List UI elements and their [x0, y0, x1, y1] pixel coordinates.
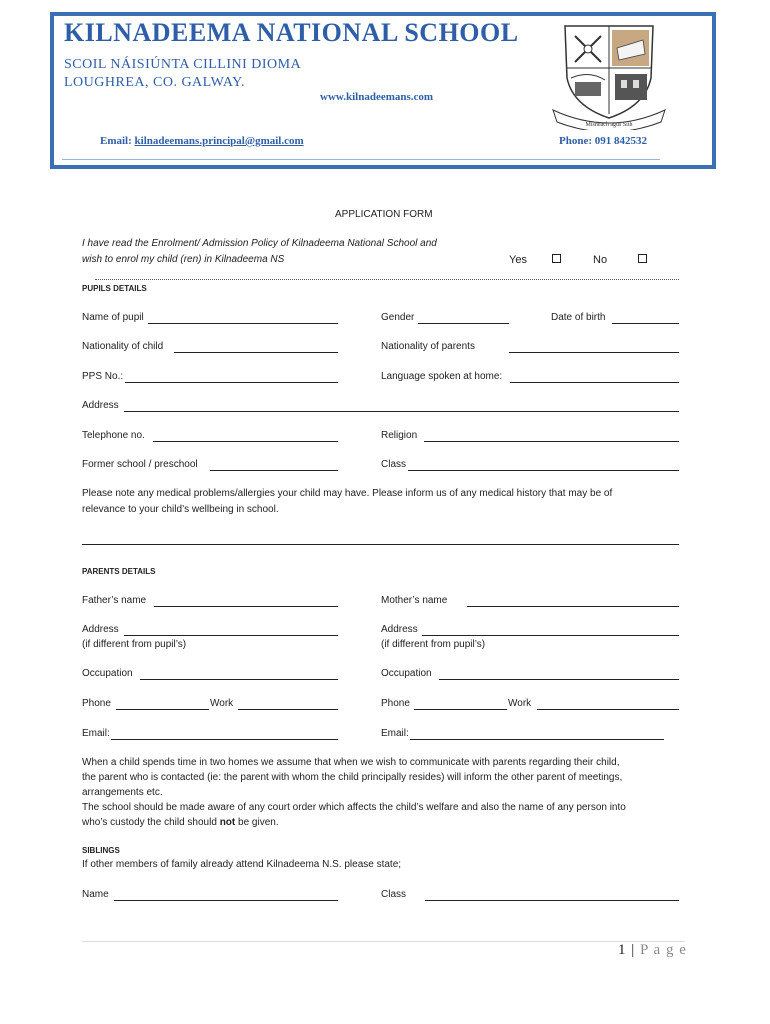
nationality-parents-label: Nationality of parents	[381, 341, 475, 352]
court-order-line-1: The school should be made aware of any court order which affects the child’s welfare and also the name of any person into	[82, 802, 626, 813]
class-label: Class	[381, 459, 407, 470]
nationality-child-label: Nationality of child	[82, 341, 164, 352]
yes-label: Yes	[509, 254, 527, 266]
mother-email-label: Email:	[381, 728, 409, 739]
policy-line-2: wish to enrol my child (ren) in Kilnadeema NS	[82, 254, 285, 265]
court-order-text-a: who’s custody the child should	[82, 817, 220, 828]
parents-heading: PARENTS DETAILS	[82, 567, 156, 576]
pupil-address-field[interactable]	[124, 411, 679, 412]
two-homes-note-line-2: the parent who is contacted (ie: the parent with whom the child principally resides) will inform the other parent of meetings,	[82, 772, 623, 783]
former-school-field[interactable]	[210, 470, 338, 471]
mother-name-label: Mother’s name	[381, 595, 448, 606]
medical-note-line-1: Please note any medical problems/allergies your child may have. Please inform us of any medical history that may be of	[82, 488, 613, 499]
website-link[interactable]: www.kilnadeemans.com	[320, 91, 434, 103]
svg-text:Misneach agus Síth: Misneach agus Síth	[585, 122, 633, 128]
nationality-child-field[interactable]	[174, 352, 338, 353]
father-name-field[interactable]	[154, 606, 338, 607]
father-address-label: Address	[82, 624, 119, 635]
dob-field[interactable]	[612, 323, 679, 324]
page-label: P a g e	[640, 942, 687, 958]
telephone-label: Telephone no.	[82, 430, 145, 441]
yes-checkbox[interactable]	[552, 254, 561, 263]
email-line	[100, 135, 304, 147]
pupil-name-label: Name of pupil	[82, 312, 144, 323]
pps-label: PPS No.:	[82, 371, 124, 382]
father-phone-field[interactable]	[116, 709, 209, 710]
email-label: Email:	[100, 135, 132, 147]
mother-phone-label: Phone	[381, 698, 410, 709]
irish-name: SCOIL NÁISIÚNTA CILLINI DIOMA	[64, 57, 302, 72]
court-order-text-c: be given.	[235, 817, 279, 828]
court-order-line-2	[82, 817, 279, 828]
school-name: KILNADEEMA NATIONAL SCHOOL	[64, 18, 519, 47]
religion-label: Religion	[381, 430, 418, 441]
no-checkbox[interactable]	[638, 254, 647, 263]
school-crest-icon	[545, 18, 673, 130]
two-homes-note-line-1: When a child spends time in two homes we assume that when we wish to communicate with parents regarding their child,	[82, 757, 620, 768]
siblings-heading: SIBLINGS	[82, 846, 120, 855]
gender-field[interactable]	[418, 323, 509, 324]
page-number-value: 1	[618, 942, 627, 958]
two-homes-note-line-3: arrangements etc.	[82, 787, 163, 798]
page-number	[618, 942, 687, 959]
telephone-field[interactable]	[153, 441, 338, 442]
pupil-name-field[interactable]	[148, 323, 338, 324]
former-school-label: Former school / preschool	[82, 459, 198, 470]
email-link[interactable]: kilnadeemans.principal@gmail.com	[134, 135, 304, 147]
gender-label: Gender	[381, 312, 415, 323]
pupil-address-label: Address	[82, 400, 119, 411]
father-address-field[interactable]	[124, 635, 338, 636]
form-title: APPLICATION FORM	[335, 209, 433, 220]
father-phone-label: Phone	[82, 698, 111, 709]
pupils-heading: PUPILS DETAILS	[82, 284, 147, 293]
father-email-label: Email:	[82, 728, 110, 739]
mother-name-field[interactable]	[467, 606, 679, 607]
medical-note-line-2: relevance to your child’s wellbeing in school.	[82, 504, 279, 515]
policy-line-1: I have read the Enrolment/ Admission Policy of Kilnadeema National School and	[82, 238, 437, 249]
mother-occupation-label: Occupation	[381, 668, 432, 679]
language-label: Language spoken at home:	[381, 371, 503, 382]
father-occupation-field[interactable]	[140, 679, 338, 680]
religion-field[interactable]	[424, 441, 679, 442]
father-occupation-label: Occupation	[82, 668, 133, 679]
mother-address-label: Address	[381, 624, 418, 635]
father-work-field[interactable]	[238, 709, 338, 710]
father-email-field[interactable]	[111, 739, 338, 740]
dob-label: Date of birth	[551, 312, 606, 323]
phone-number: Phone: 091 842532	[559, 135, 647, 147]
mother-address-field[interactable]	[422, 635, 679, 636]
nationality-parents-field[interactable]	[509, 352, 679, 353]
language-field[interactable]	[510, 382, 679, 383]
sibling-class-field[interactable]	[425, 900, 679, 901]
footer-divider	[82, 941, 685, 942]
sibling-name-field[interactable]	[114, 900, 338, 901]
mother-work-label: Work	[508, 698, 532, 709]
court-order-not: not	[219, 817, 236, 828]
dotted-divider	[95, 279, 679, 280]
mother-occupation-field[interactable]	[439, 679, 679, 680]
sibling-class-label: Class	[381, 889, 407, 900]
mother-phone-field[interactable]	[414, 709, 507, 710]
mother-address-note: (if different from pupil’s)	[381, 639, 486, 650]
sibling-name-label: Name	[82, 889, 109, 900]
header-divider	[62, 159, 660, 160]
mother-work-field[interactable]	[537, 709, 679, 710]
school-address: LOUGHREA, CO. GALWAY.	[64, 75, 245, 90]
father-address-note: (if different from pupil’s)	[82, 639, 187, 650]
mother-email-field[interactable]	[410, 739, 664, 740]
father-work-label: Work	[210, 698, 234, 709]
page-separator: |	[626, 942, 641, 958]
class-field[interactable]	[408, 470, 679, 471]
medical-field[interactable]	[82, 544, 679, 545]
pps-field[interactable]	[125, 382, 338, 383]
father-name-label: Father’s name	[82, 595, 147, 606]
no-label: No	[593, 254, 608, 266]
siblings-instruction: If other members of family already attend Kilnadeema N.S. please state;	[82, 859, 402, 870]
